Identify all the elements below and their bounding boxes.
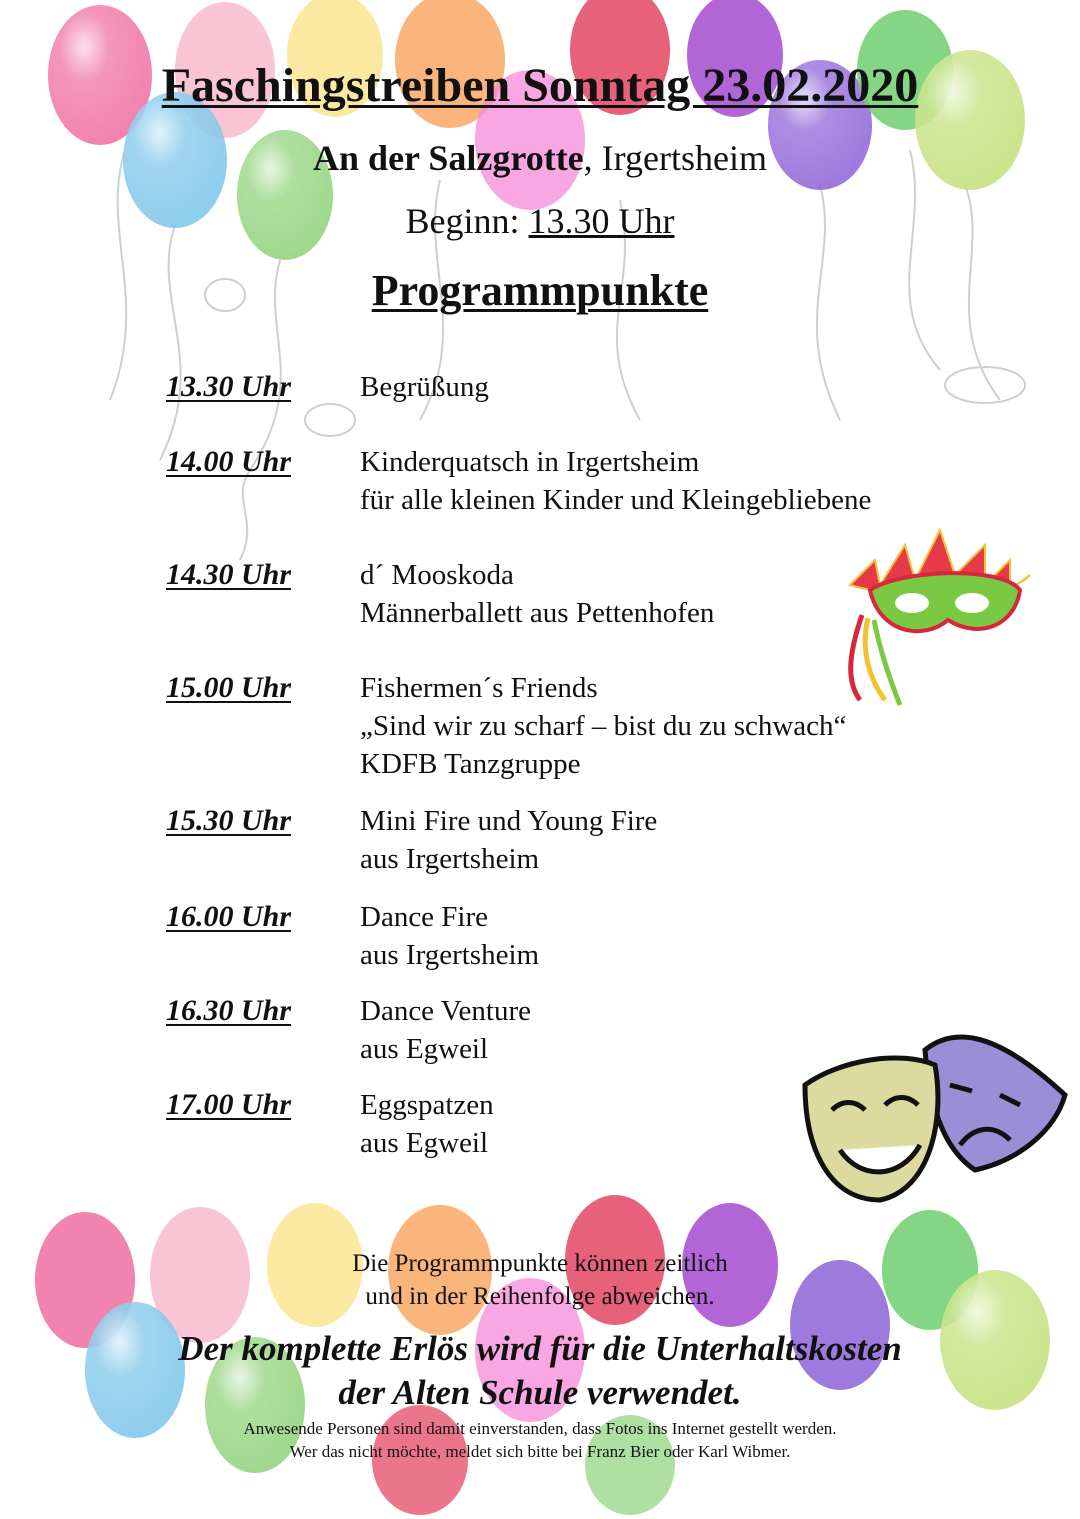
program-line: KDFB Tanzgruppe [360,748,581,780]
program-description [360,992,531,1068]
program-line: aus Egweil [360,1127,489,1159]
start-time-value: 13.30 Uhr [528,201,675,241]
program-line: Kinderquatsch in Irgertsheim [360,446,700,478]
program-time: 15.30 Uhr [166,804,292,837]
program-description [360,443,871,519]
program-line: aus Irgertsheim [360,843,540,875]
program-item [166,556,986,632]
program-item [166,802,986,878]
program-item [166,669,986,783]
program-item [166,368,986,406]
program-line: d´ Mooskoda [360,559,514,591]
page-title: Faschingstreiben Sonntag 23.02.2020 [161,59,919,112]
program-line: Fishermen´s Friends [360,672,598,704]
program-description [360,556,714,632]
program-time: 15.00 Uhr [166,671,292,704]
venue [0,137,1080,179]
program-description [360,669,846,783]
program-line: Männerballett aus Pettenhofen [360,597,715,629]
program-line: Dance Fire [360,901,489,933]
schedule-note-line: Die Programmpunkte können zeitlich [352,1250,728,1277]
section-title: Programmpunkte [371,266,709,315]
program-line: aus Egweil [360,1033,489,1065]
program-description [360,898,539,974]
program-time: 16.00 Uhr [166,900,292,933]
program-line: Mini Fire und Young Fire [360,805,658,837]
venue-name: An der Salzgrotte [313,138,584,178]
start-label: Beginn: [405,201,520,241]
program-line: aus Irgertsheim [360,939,540,971]
proceeds-statement [0,1327,1080,1415]
program-line: Begrüßung [360,371,489,403]
program-line: für alle kleinen Kinder und Kleingebliebene [360,484,872,516]
program-item [166,898,986,974]
program-line: Dance Venture [360,995,531,1027]
program-line: Eggspatzen [360,1089,494,1121]
photo-consent-note [0,1417,1080,1463]
venue-location: , Irgertsheim [583,138,767,178]
photo-consent-line: Anwesende Personen sind damit einverstanden, dass Fotos ins Internet gestellt werden. [243,1419,837,1438]
program-time: 14.30 Uhr [166,558,292,591]
program-time: 17.00 Uhr [166,1088,292,1121]
program-description [360,368,489,406]
proceeds-line: Der komplette Erlös wird für die Unterhaltskosten [178,1329,902,1368]
program-time: 16.30 Uhr [166,994,292,1027]
proceeds-line: der Alten Schule verwendet. [338,1373,742,1412]
program-item [166,443,986,519]
program-item [166,992,986,1068]
program-description [360,1086,494,1162]
schedule-note [0,1247,1080,1313]
program-description [360,802,657,878]
program-time: 14.00 Uhr [166,445,292,478]
start-time [0,200,1080,242]
photo-consent-line: Wer das nicht möchte, meldet sich bitte bei Franz Bier oder Karl Wibmer. [289,1442,791,1461]
program-time: 13.30 Uhr [166,370,292,403]
schedule-note-line: und in der Reihenfolge abweichen. [365,1283,715,1310]
program-item [166,1086,986,1162]
program-line: „Sind wir zu scharf – bist du zu schwach“ [360,710,847,742]
